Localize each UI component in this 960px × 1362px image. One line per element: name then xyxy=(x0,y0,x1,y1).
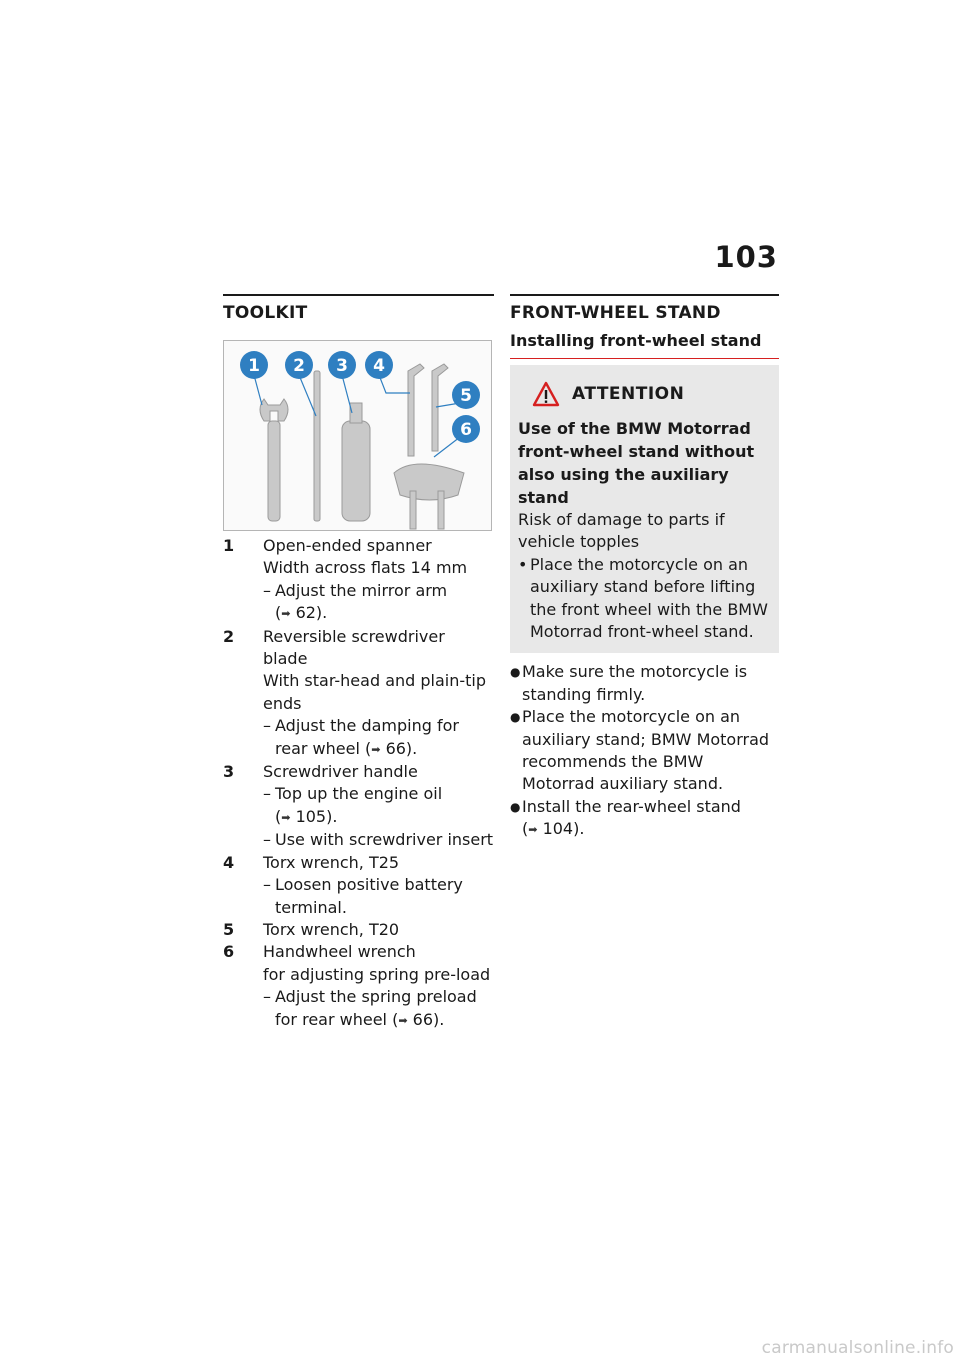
callout-label-1: 1 xyxy=(248,356,260,376)
toolkit-figure xyxy=(223,340,492,531)
section-rule xyxy=(223,294,494,296)
attention-bullets xyxy=(518,554,771,644)
step-list xyxy=(510,661,779,841)
item-use-text: Top up the engine oil xyxy=(275,784,443,804)
page-reference[interactable]: (➡ 105). xyxy=(275,806,338,826)
item-number: 4 xyxy=(223,852,235,872)
step-text: Place the motorcycle on an auxiliary stand; BMW Motorrad recommends the BMW Motorrad auxiliary stand. xyxy=(522,707,770,794)
list-item xyxy=(223,535,494,626)
item-use-text: Adjust the spring preload for rear wheel xyxy=(275,987,477,1029)
subsection-rule xyxy=(510,358,779,359)
attention-header xyxy=(518,379,771,409)
list-item xyxy=(223,761,494,852)
callout-label-3: 3 xyxy=(336,356,348,376)
item-detail: for adjusting spring pre-load xyxy=(263,964,491,984)
attention-title: Use of the BMW Motorrad front-wheel stand without also using the auxiliary stand xyxy=(518,419,755,507)
item-use-text: Adjust the damping for rear wheel xyxy=(275,716,459,758)
item-number: 6 xyxy=(223,942,235,962)
item-number: 5 xyxy=(223,919,235,939)
list-item: ● Install the rear-wheel stand (➡ 104). xyxy=(510,796,741,839)
step-text: Install the rear-wheel stand xyxy=(522,796,741,816)
attention-label: ATTENTION xyxy=(572,384,685,404)
subsection-title: Installing front-wheel stand xyxy=(510,331,762,350)
callout-label-6: 6 xyxy=(460,420,472,440)
toolkit-section xyxy=(223,294,494,1032)
section-title: TOOLKIT xyxy=(223,303,308,323)
item-use: – Adjust the damping for rear wheel (➡ 66). xyxy=(263,716,459,758)
arrow-right-icon: ➡ xyxy=(371,742,381,756)
list-item xyxy=(223,941,494,1032)
item-use-text: Adjust the mirror arm xyxy=(275,580,448,600)
item-use: – Use with screwdriver insert xyxy=(263,829,494,851)
page-reference[interactable]: (➡ 66). xyxy=(365,738,418,758)
attention-box xyxy=(510,365,779,653)
section-title: FRONT-WHEEL STAND xyxy=(510,303,721,323)
bullet-text: Place the motorcycle on an auxiliary stand before lifting the front wheel with the BMW Motorrad front-wheel stand. xyxy=(530,554,768,642)
attention-text: Risk of damage to parts if vehicle topples xyxy=(518,510,725,552)
item-use: – Adjust the spring preload for rear wheel (➡ 66). xyxy=(263,987,477,1029)
toolkit-item-list xyxy=(223,535,494,1032)
front-wheel-stand-section xyxy=(510,294,779,842)
item-detail: With star-head and plain-tip ends xyxy=(263,671,487,713)
list-item: ● Make sure the motorcycle is standing firmly. xyxy=(510,661,779,706)
item-name: Handwheel wrench xyxy=(263,942,416,962)
item-number: 2 xyxy=(223,626,235,646)
list-item: • Place the motorcycle on an auxiliary stand before lifting the front wheel with the BMW Motorrad front-wheel stand. xyxy=(518,554,771,644)
item-name: Screwdriver handle xyxy=(263,762,418,782)
arrow-right-icon: ➡ xyxy=(281,607,291,621)
item-use: – Adjust the mirror arm (➡ 62). xyxy=(263,580,448,623)
arrow-right-icon: ➡ xyxy=(398,1013,408,1027)
item-name: Open-ended spanner xyxy=(263,536,432,555)
arrow-right-icon: ➡ xyxy=(528,823,538,837)
step-text: Make sure the motorcycle is standing firmly. xyxy=(522,662,748,704)
item-use: – Loosen positive battery terminal. xyxy=(263,874,494,919)
item-detail: Width across flats 14 mm xyxy=(263,558,468,578)
callout-label-5: 5 xyxy=(460,386,472,406)
page-reference[interactable]: (➡ 104). xyxy=(522,819,585,839)
item-number: 3 xyxy=(223,762,235,782)
callout-label-4: 4 xyxy=(373,356,385,376)
arrow-right-icon: ➡ xyxy=(281,810,291,824)
callout-label-2: 2 xyxy=(293,356,305,376)
page-reference[interactable]: (➡ 62). xyxy=(275,603,328,623)
item-use: – Top up the engine oil (➡ 105). xyxy=(263,784,443,826)
item-use-text: Use with screwdriver insert xyxy=(275,830,494,850)
section-rule xyxy=(510,294,779,296)
item-name: Reversible screwdriver blade xyxy=(263,626,445,669)
page-number: 103 xyxy=(714,240,778,274)
list-item xyxy=(223,626,494,761)
list-item xyxy=(223,919,494,941)
list-item xyxy=(223,852,494,919)
toolkit-illustration xyxy=(224,341,491,530)
item-number: 1 xyxy=(223,536,235,555)
watermark: carmanualsonline.info xyxy=(761,1338,954,1358)
item-use-text: Loosen positive battery terminal. xyxy=(275,875,463,917)
item-name: Torx wrench, T25 xyxy=(263,852,400,872)
page-reference[interactable]: (➡ 66). xyxy=(392,1009,445,1029)
warning-triangle-icon xyxy=(532,381,560,407)
list-item: ● Place the motorcycle on an auxiliary stand; BMW Motorrad recommends the BMW Motorrad auxiliary stand. xyxy=(510,706,779,796)
item-name: Torx wrench, T20 xyxy=(263,919,400,939)
